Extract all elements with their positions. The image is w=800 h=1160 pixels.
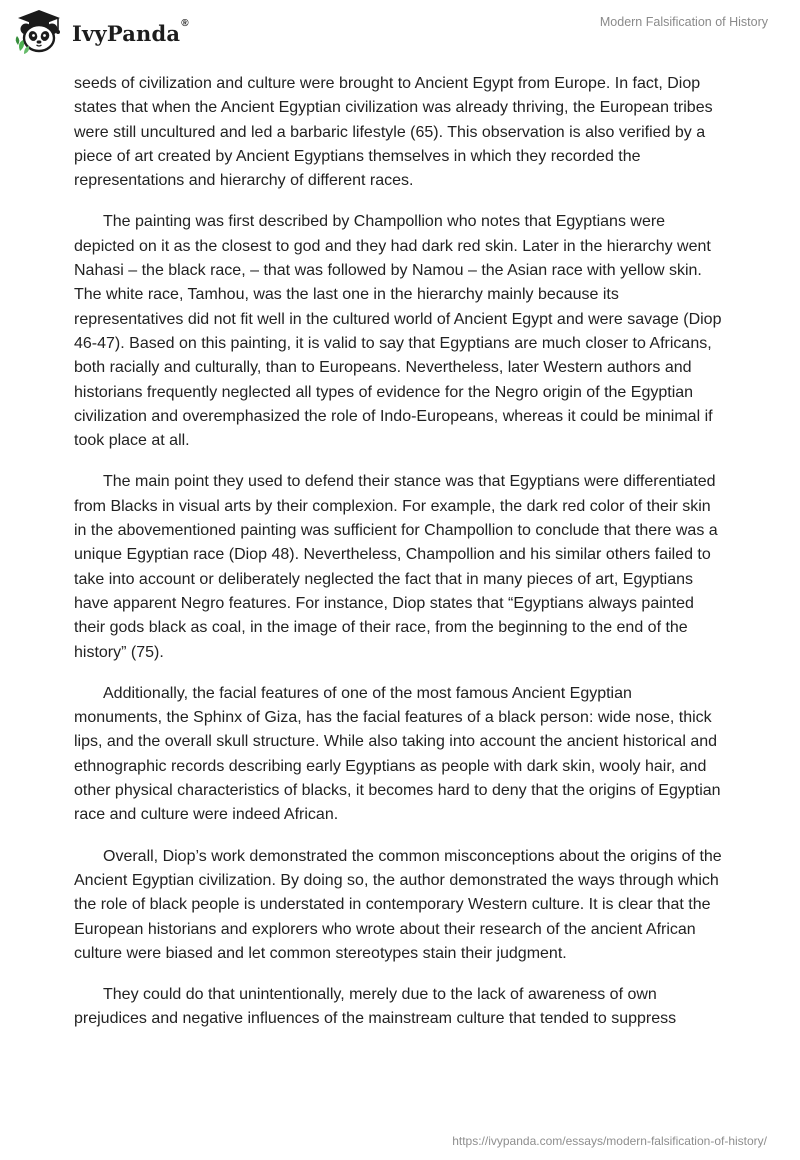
page-header	[0, 0, 800, 72]
paragraph: Additionally, the facial features of one of the most famous Ancient Egyptian monuments, the Sphinx of Giza, has the facial features of a black person: wide nose, thick lips, and the overall skull structure. While also taking into account the ancient historical and ethnographic records describing early Egyptians as people with dark skin, wooly hair, and other physical characteristics of blacks, it becomes hard to deny that the origins of Egyptian race and culture were indeed African.	[74, 684, 721, 824]
paragraph: seeds of civilization and culture were brought to Ancient Egypt from Europe. In fact, Diop states that when the Ancient Egyptian civilization was already thriving, the European tribes were still uncultured and led a barbaric lifestyle (65). This observation is also verified by a piece of art created by Ancient Egyptians themselves in which they recorded the representations and hierarchy of different races.	[74, 75, 713, 190]
paragraph: They could do that unintentionally, merely due to the lack of awareness of own prejudices and negative influences of the mainstream culture that tended to suppress	[74, 986, 677, 1028]
registered-mark: ®	[181, 17, 189, 29]
panda-graduate-icon	[14, 7, 64, 57]
paragraph: Overall, Diop’s work demonstrated the common misconceptions about the origins of the Ancient Egyptian civilization. By doing so, the author demonstrated the ways through which the role of black people is understated in contemporary Western culture. It is clear that the European historians and explorers who wrote about their research of the ancient African culture were biased and let common stereotypes stain their judgment.	[74, 847, 722, 962]
source-url-link[interactable]: https://ivypanda.com/essays/modern-falsification-of-history/	[452, 1134, 767, 1148]
paragraph: The painting was first described by Champollion who notes that Egyptians were depicted on it as the closest to god and they had dark red skin. Later in the hierarchy went Nahasi – the black race, – that was followed by Namou – the Asian race with yellow skin. The white race, Tamhou, was the last one in the hierarchy mainly because its representatives did not fit well in the cultured world of Ancient Egypt and were savage (Diop 46-47). Based on this painting, it is valid to say that Egyptians are much closer to Africans, both racially and culturally, than to Europeans. Nevertheless, later Western authors and historians frequently neglected all types of evidence for the Negro origin of the Egyptian civilization and overemphasized the role of Indo-Europeans, whereas it could be minimal if took place at all.	[74, 213, 722, 450]
document-title: Modern Falsification of History	[599, 15, 768, 29]
essay-body	[74, 72, 724, 1049]
paragraph: The main point they used to defend their stance was that Egyptians were differentiated from Blacks in visual arts by their complexion. For example, the dark red color of their skin in the abovementioned painting was sufficient for Champollion to conclude that there was a unique Egyptian race (Diop 48). Nevertheless, Champollion and his similar others failed to take into account or deliberately neglected the fact that in many pieces of art, Egyptians have apparent Negro features. For instance, Diop states that “Egyptians always painted their gods black as coal, in the image of their race, from the beginning to the end of the history” (75).	[74, 473, 718, 661]
brand-name: IvyPanda®	[72, 17, 189, 46]
brand-logo[interactable]	[14, 7, 189, 57]
